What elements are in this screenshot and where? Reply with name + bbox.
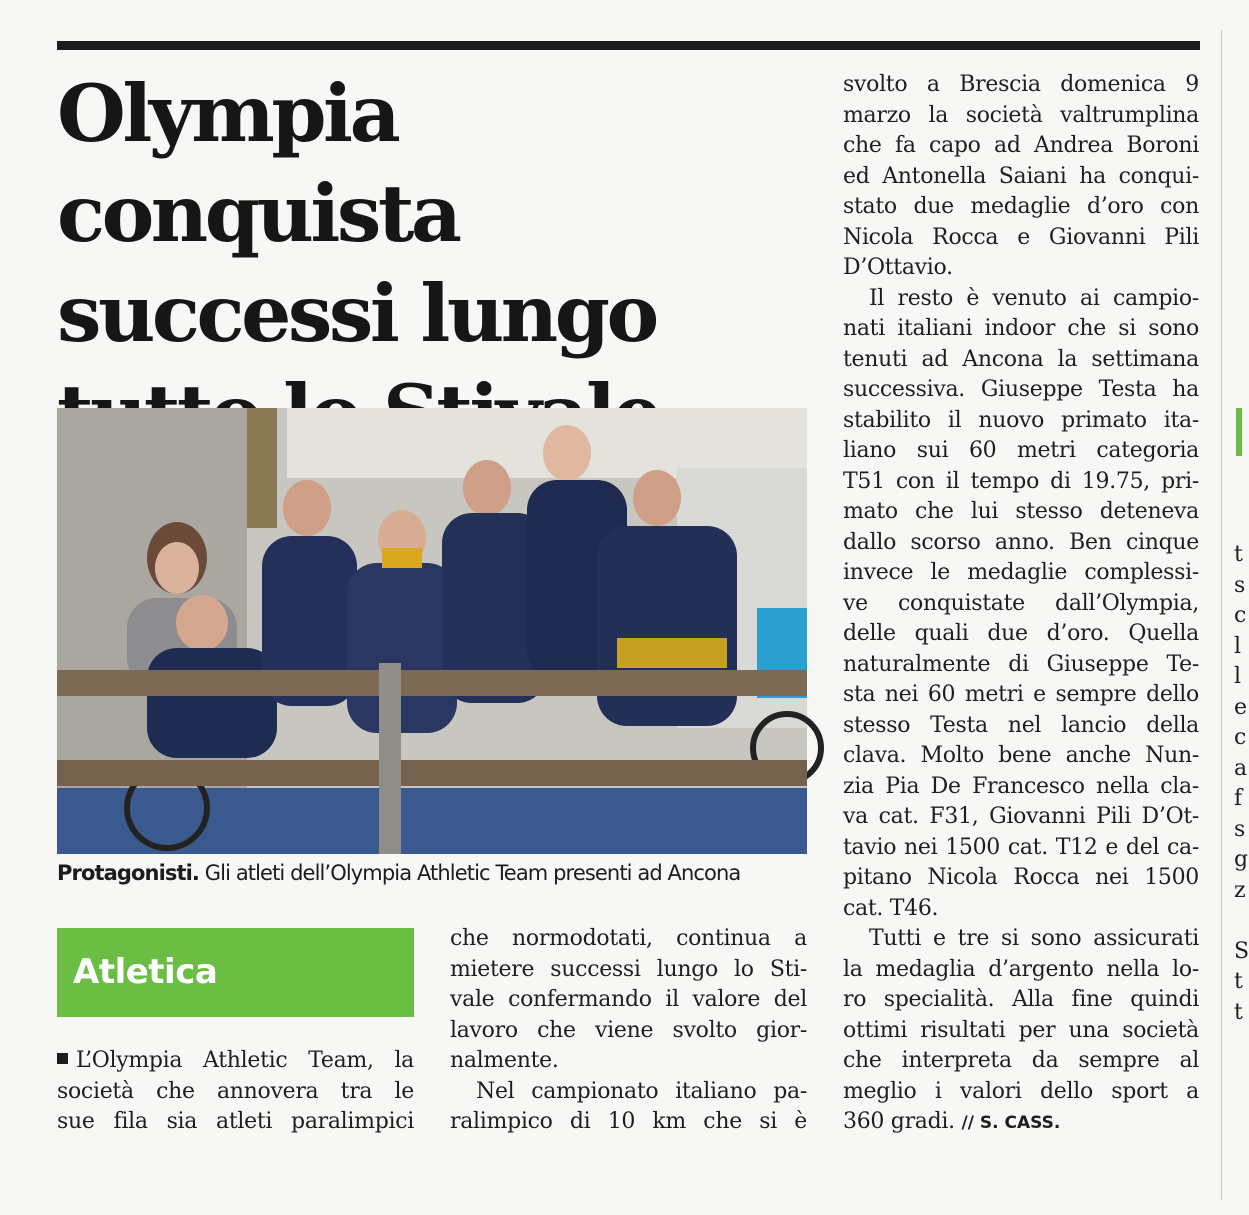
- text-line: naturalmente di Giuseppe Te-: [843, 651, 1199, 677]
- text-line: successiva. Giuseppe Testa ha: [843, 377, 1199, 402]
- text-line: meglio i valori dello sport a: [843, 1078, 1199, 1104]
- edge-letter: t: [1234, 542, 1243, 567]
- byline: // S. CASS.: [961, 1113, 1061, 1133]
- text-line: T51 con il tempo di 19.75, pri-: [843, 468, 1199, 494]
- text-line: sta nei 60 metri e sempre dello: [843, 682, 1199, 707]
- text-line: la medaglia d’argento nella lo-: [843, 956, 1199, 982]
- edge-letter: S: [1234, 938, 1249, 964]
- text-line: ottimi risultati per una società: [843, 1017, 1199, 1043]
- text-line: lavoro che viene svolto gior-: [450, 1017, 807, 1043]
- article-column-1: [57, 1046, 414, 1138]
- text-line: nati italiani indoor che si sono: [843, 316, 1199, 341]
- text-line: marzo la società valtrumplina: [843, 102, 1199, 128]
- group-photo-illustration: [57, 408, 807, 854]
- top-rule: [57, 41, 1200, 50]
- edge-letter: l: [1234, 664, 1242, 689]
- column-divider: [1221, 30, 1222, 1200]
- edge-letter: l: [1234, 633, 1242, 659]
- text-line: Nicola Rocca e Giovanni Pili: [843, 224, 1199, 250]
- paragraph: [843, 924, 1199, 1138]
- text-line: clava. Molto bene anche Nun-: [843, 743, 1199, 768]
- text-line: nalmente.: [450, 1048, 559, 1073]
- group-photo: [57, 408, 807, 854]
- headline-line-2: successi lungo: [57, 267, 656, 360]
- text-line: che interpreta da sempre al: [843, 1048, 1199, 1073]
- text-line: delle quali due d’oro. Quella: [843, 621, 1199, 646]
- text-line: mietere successi lungo lo Sti-: [450, 956, 807, 982]
- section-label: Atletica: [73, 952, 218, 992]
- edge-letter: c: [1234, 725, 1247, 750]
- text-line: che fa capo ad Andrea Boroni: [843, 133, 1199, 158]
- paragraph: [450, 924, 807, 1077]
- text-line: società che annovera tra le: [57, 1078, 414, 1104]
- text-line: Il resto è venuto ai campio-: [869, 285, 1199, 311]
- text-line: liano sui 60 metri categoria: [843, 438, 1199, 463]
- paragraph: [843, 284, 1199, 925]
- text-line: pitano Nicola Rocca nei 1500: [843, 865, 1199, 890]
- edge-letter: a: [1234, 755, 1248, 781]
- edge-letter: e: [1234, 694, 1248, 720]
- text-line: stato due medaglie d’oro con: [843, 194, 1199, 219]
- text-line: dallo scorso anno. Ben cinque: [843, 529, 1199, 555]
- article-column-2: [450, 924, 807, 1138]
- text-line: ralimpico di 10 km che si è: [450, 1109, 807, 1134]
- text-line: sue fila sia atleti paralimpici: [57, 1109, 414, 1134]
- text-line: zia Pia De Francesco nella cla-: [843, 773, 1199, 799]
- adjacent-article-green-bar: [1236, 408, 1242, 456]
- text-line: tavio nei 1500 cat. T12 e del ca-: [843, 834, 1199, 860]
- text-line: Nel campionato italiano pa-: [476, 1078, 807, 1104]
- edge-letter: t: [1234, 969, 1243, 994]
- text-line: 360 gradi. // S. CASS.: [843, 1109, 1061, 1134]
- text-line: ro specialità. Alla fine quindi: [843, 987, 1199, 1012]
- edge-letter: s: [1234, 816, 1246, 842]
- edge-letter: c: [1234, 603, 1247, 628]
- text-line: Tutti e tre si sono assicurati: [869, 926, 1199, 951]
- text-line: mato che lui stesso deteneva: [843, 499, 1199, 524]
- article-column-3: [843, 70, 1199, 1138]
- paragraph: [450, 1077, 807, 1138]
- caption-lead: Protagonisti.: [57, 861, 200, 885]
- section-bar: [57, 928, 414, 1017]
- square-bullet-icon: [57, 1053, 68, 1064]
- text-line: stesso Testa nel lancio della: [843, 712, 1199, 738]
- text-line: ve conquistate dall’Olympia,: [843, 590, 1199, 616]
- edge-letter: s: [1234, 572, 1246, 598]
- edge-letter: z: [1234, 877, 1246, 903]
- headline: [57, 64, 817, 464]
- photo-caption: [57, 861, 817, 885]
- edge-letter: t: [1234, 999, 1243, 1025]
- headline-line-1: Olympia conquista: [57, 67, 459, 260]
- edge-letter: g: [1234, 847, 1249, 872]
- text-line: stabilito il nuovo primato ita-: [843, 407, 1199, 433]
- text-line: tenuti ad Ancona la settimana: [843, 346, 1199, 372]
- text-line: invece le medaglie complessi-: [843, 560, 1199, 585]
- caption-text: Gli atleti dell’Olympia Athletic Team presenti ad Ancona: [204, 861, 741, 885]
- text-line: cat. T46.: [843, 895, 939, 921]
- paragraph-intro: [57, 1046, 414, 1138]
- paragraph: [843, 70, 1199, 284]
- text-line: che normodotati, continua a: [450, 926, 807, 951]
- text-line: L’Olympia Athletic Team, la: [57, 1046, 414, 1077]
- text-line: ed Antonella Saiani ha conqui-: [843, 163, 1199, 189]
- text-line: vale confermando il valore del: [450, 987, 807, 1012]
- text-line: D’Ottavio.: [843, 255, 953, 280]
- text-line: svolto a Brescia domenica 9: [843, 72, 1199, 97]
- edge-letter: f: [1234, 786, 1243, 811]
- text-line: va cat. F31, Giovanni Pili D’Ot-: [843, 804, 1199, 829]
